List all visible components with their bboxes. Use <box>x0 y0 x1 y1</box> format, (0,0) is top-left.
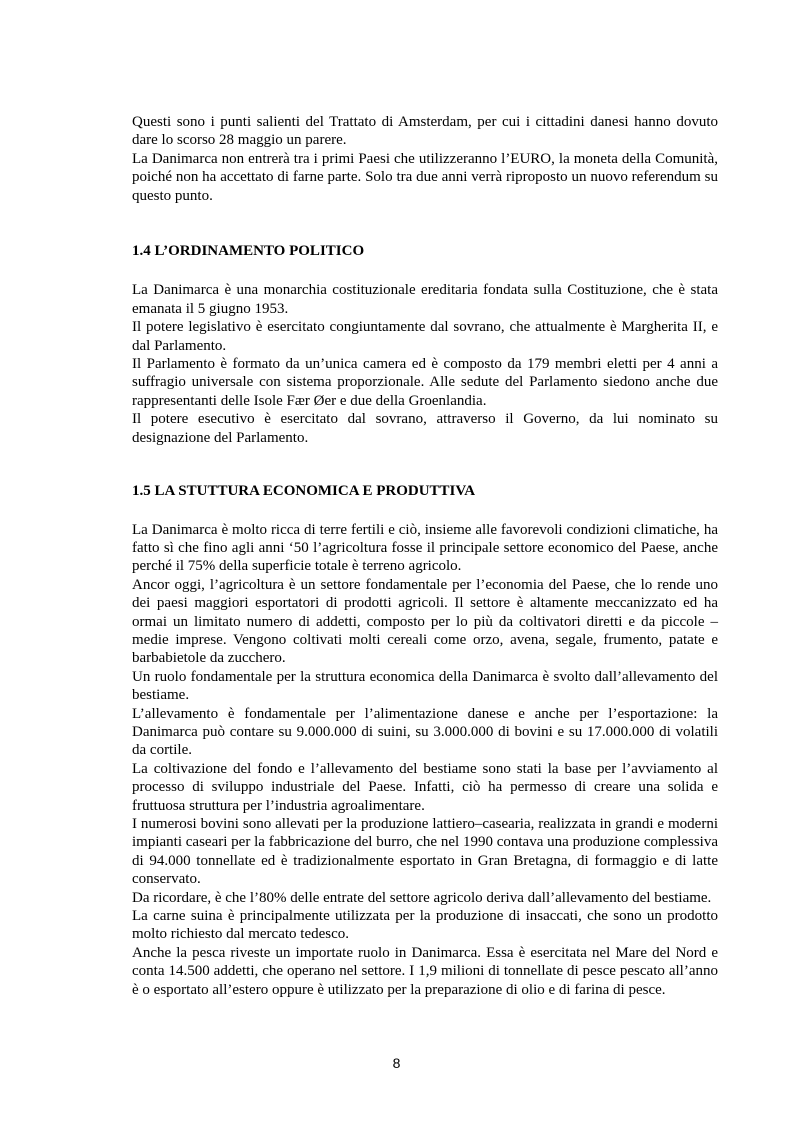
paragraph: La Danimarca è molto ricca di terre fertili e ciò, insieme alle favorevoli condizioni climatiche, ha fatto sì che fino agli anni ‘50 l’agricoltura fosse il principale settore economico del Paese, anche perché il 75% della superficie totale è terreno agricolo. <box>132 521 718 575</box>
page-number: 8 <box>392 1055 401 1071</box>
section-heading: 1.4 L’ORDINAMENTO POLITICO <box>132 243 365 260</box>
paragraph: La Danimarca non entrerà tra i primi Paesi che utilizzeranno l’EURO, la moneta della Comunità, poiché non ha accettato di farne parte. Solo tra due anni verrà riproposto un nuovo referendum su questo punto. <box>132 150 718 204</box>
paragraph: Anche la pesca riveste un importate ruolo in Danimarca. Essa è esercitata nel Mare del Nord e conta 14.500 addetti, che operano nel settore. I 1,9 milioni di tonnellate di pesce pescato all’anno è o esportato all’estero oppure è utilizzato per la preparazione di olio e di farina di pesce. <box>132 944 718 998</box>
paragraph: La Danimarca è una monarchia costituzionale ereditaria fondata sulla Costituzione, che è stata emanata il 5 giugno 1953. <box>132 282 718 317</box>
paragraph: Il potere legislativo è esercitato congiuntamente dal sovrano, che attualmente è Margherita II, e dal Parlamento. <box>132 319 718 354</box>
paragraph: Da ricordare, è che l’80% delle entrate del settore agricolo deriva dall’allevamento del bestiame. <box>132 889 712 906</box>
paragraph: La carne suina è principalmente utilizzata per la produzione di insaccati, che sono un prodotto molto richiesto dal mercato tedesco. <box>132 908 718 943</box>
paragraph: Il Parlamento è formato da un’unica camera ed è composto da 179 membri eletti per 4 anni a suffragio universale con sistema proporzionale. Alle sedute del Parlamento siedono anche due rappresentanti delle Isole Fær Øer e due della Groenlandia. <box>132 356 718 409</box>
paragraph: La coltivazione del fondo e l’allevamento del bestiame sono stati la base per l’avviamento al processo di sviluppo industriale del Paese. Infatti, ciò ha permesso di creare una solida e fruttuosa struttura per l’industria agroalimentare. <box>132 760 718 814</box>
paragraph: L’allevamento è fondamentale per l’alimentazione danese e anche per l’esportazione: la Danimarca può contare su 9.000.000 di suini, su 3.000.000 di bovini e su 17.000.000 di volatili da cortile. <box>132 705 718 759</box>
paragraph: Il potere esecutivo è esercitato dal sovrano, attraverso il Governo, da lui nominato su designazione del Parlamento. <box>132 411 718 446</box>
section-heading: 1.5 LA STUTTURA ECONOMICA E PRODUTTIVA <box>132 483 476 500</box>
paragraph: Ancor oggi, l’agricoltura è un settore fondamentale per l’economia del Paese, che lo rende uno dei paesi maggiori esportatori di prodotti agricoli. Il settore è altamente meccanizzato ed ha ormai un limitato numero di addetti, composto per lo più da coltivatori diretti e da piccole – medie imprese. Vengono coltivati molti cereali come orzo, avena, segale, frumento, patate e barbabietole da zucchero. <box>132 576 718 667</box>
paragraph: Un ruolo fondamentale per la struttura economica della Danimarca è svolto dall’allevamento del bestiame. <box>132 668 718 704</box>
paragraph: I numerosi bovini sono allevati per la produzione lattiero–casearia, realizzata in grandi e moderni impianti caseari per la fabbricazione del burro, che nel 1990 contava una produzione complessiva di 94.000 tonnellate ed è tradizionalmente esportato in Gran Bretagna, di formaggio e di latte conservato. <box>132 816 718 888</box>
document-page <box>132 113 718 999</box>
paragraph: Questi sono i punti salienti del Trattato di Amsterdam, per cui i cittadini danesi hanno dovuto dare lo scorso 28 maggio un parere. <box>132 114 718 149</box>
